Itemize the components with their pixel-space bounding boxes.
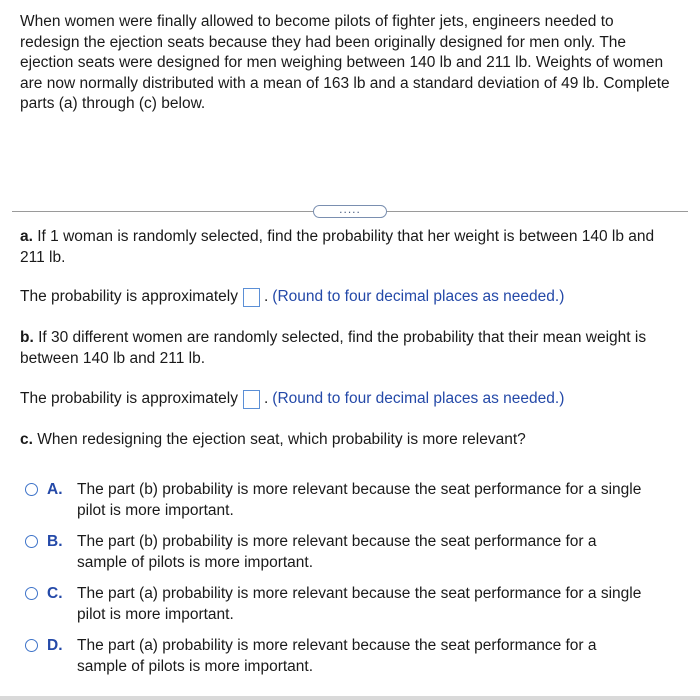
- option-a-letter: A.: [47, 481, 63, 498]
- part-b-answer-suffix: .: [263, 390, 269, 407]
- option-c[interactable]: [25, 584, 665, 626]
- option-a-radio[interactable]: [25, 483, 38, 496]
- option-d-text: The part (a) probability is more relevant because the seat performance for a sample of pilots is more important.: [77, 637, 597, 675]
- option-a-text: The part (b) probability is more relevant because the seat performance for a single pilot is more important.: [77, 481, 642, 519]
- part-a-letter: a.: [20, 228, 33, 245]
- part-c-question-text: When redesigning the ejection seat, which probability is more relevant?: [32, 431, 526, 448]
- option-c-text: The part (a) probability is more relevant because the seat performance for a single pilot is more important.: [77, 585, 642, 623]
- option-b-letter: B.: [47, 533, 63, 550]
- option-c-letter: C.: [47, 585, 63, 602]
- part-a-answer-prefix: The probability is approximately: [20, 288, 238, 305]
- part-b-question-text: If 30 different women are randomly selected, find the probability that their mean weight is between 140 lb and 211 lb.: [20, 329, 647, 367]
- part-b-question: [20, 328, 680, 369]
- part-b-letter: b.: [20, 329, 34, 346]
- option-d[interactable]: [25, 636, 665, 678]
- option-d-letter: D.: [47, 637, 63, 654]
- option-d-radio[interactable]: [25, 639, 38, 652]
- part-a-answer-line: [20, 287, 680, 308]
- option-b-text: The part (b) probability is more relevant because the seat performance for a sample of pilots is more important.: [77, 533, 597, 571]
- part-a-rounding-hint: (Round to four decimal places as needed.): [272, 288, 565, 305]
- bottom-bar: [0, 696, 700, 700]
- part-a-question-text: If 1 woman is randomly selected, find the probability that her weight is between 140 lb and 211 lb.: [20, 228, 655, 266]
- problem-statement: When women were finally allowed to become pilots of fighter jets, engineers needed to redesign the ejection seats because they had been originally designed for men only. The ejection seats were designed for men weighing between 140 lb and 211 lb. Weights of women are now normally distributed with a mean of 163 lb and a standard deviation of 49 lb. Complete parts (a) through (c) below.: [20, 13, 670, 112]
- part-b-rounding-hint: (Round to four decimal places as needed.): [272, 390, 565, 407]
- part-a-question: [20, 227, 680, 268]
- option-a[interactable]: [25, 480, 665, 522]
- part-c-letter: c.: [20, 431, 33, 448]
- option-b-radio[interactable]: [25, 535, 38, 548]
- part-a-answer-suffix: .: [263, 288, 269, 305]
- option-c-radio[interactable]: [25, 587, 38, 600]
- part-c-question: [20, 430, 680, 451]
- part-a-answer-input[interactable]: [243, 288, 260, 307]
- part-b-answer-input[interactable]: [243, 390, 260, 409]
- part-b-answer-prefix: The probability is approximately: [20, 390, 238, 407]
- option-b[interactable]: [25, 532, 665, 574]
- part-b-answer-line: [20, 389, 680, 410]
- expand-more-button[interactable]: .....: [313, 205, 387, 218]
